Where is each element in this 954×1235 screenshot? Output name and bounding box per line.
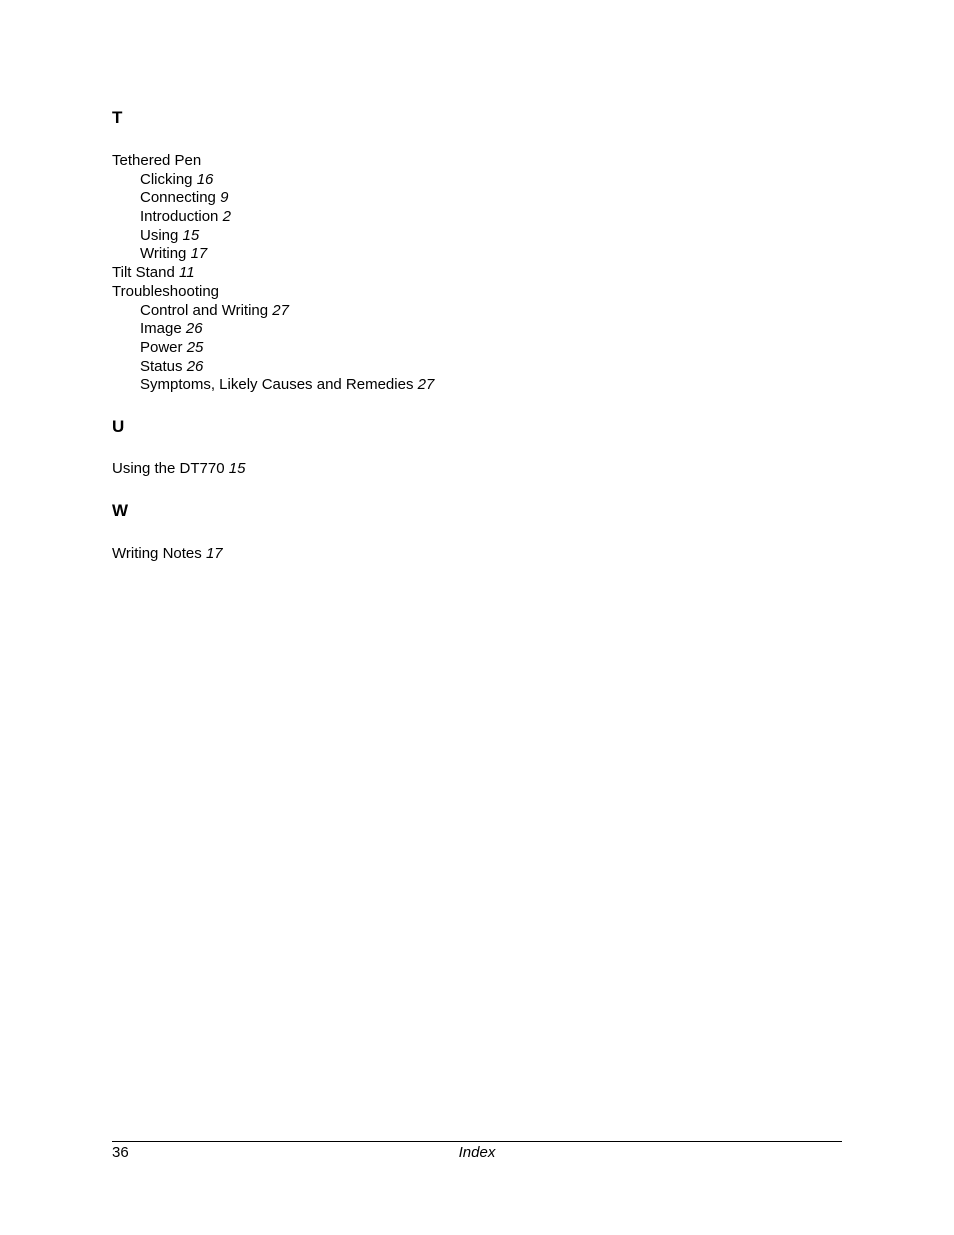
index-subentry	[112, 245, 434, 264]
entry-page: 26	[185, 320, 203, 338]
entry-term: Using the DT770	[112, 460, 225, 477]
entry-page: 17	[205, 545, 223, 562]
section-letter-u: U	[112, 417, 125, 436]
section-letter-t: T	[112, 108, 123, 127]
index-entry	[112, 460, 245, 479]
entry-term: Tilt Stand	[112, 264, 175, 282]
entry-page: 2	[222, 208, 231, 226]
entry-page: 26	[186, 357, 204, 375]
index-entry	[112, 283, 434, 302]
index-subentry	[112, 189, 434, 208]
index-section-w	[112, 545, 223, 564]
entry-page: 25	[186, 338, 204, 356]
entry-page: 11	[178, 264, 195, 282]
entry-term: Image	[140, 320, 182, 338]
index-subentry	[112, 208, 434, 227]
index-entry	[112, 152, 434, 171]
entry-page: 9	[220, 189, 229, 207]
index-section-t	[112, 152, 434, 395]
entry-page: 15	[228, 460, 246, 477]
index-subentry	[112, 171, 434, 190]
index-entry	[112, 545, 223, 564]
entry-page: 27	[417, 376, 435, 394]
section-letter-w: W	[112, 501, 129, 520]
footer-divider	[112, 1141, 842, 1142]
index-subentry	[112, 302, 434, 321]
entry-term: Status	[140, 357, 183, 375]
entry-term: Troubleshooting	[112, 282, 220, 300]
index-subentry	[112, 320, 434, 339]
entry-term: Symptoms, Likely Causes and Remedies	[140, 376, 414, 394]
entry-term: Using	[140, 226, 179, 244]
index-entry	[112, 264, 434, 283]
entry-page: 16	[196, 170, 214, 188]
entry-term: Writing Notes	[112, 545, 202, 562]
entry-term: Tethered Pen	[112, 152, 202, 169]
index-section-u	[112, 460, 245, 479]
footer-title: Index	[458, 1144, 496, 1161]
entry-term: Connecting	[140, 189, 216, 207]
index-subentry	[112, 376, 434, 395]
entry-term: Power	[140, 338, 183, 356]
entry-term: Introduction	[140, 208, 219, 226]
entry-page: 17	[190, 245, 208, 263]
entry-term: Writing	[140, 245, 187, 263]
entry-term: Clicking	[140, 170, 193, 188]
entry-page: 15	[182, 226, 200, 244]
index-subentry	[112, 358, 434, 377]
index-subentry	[112, 227, 434, 246]
footer-page-number: 36	[112, 1144, 129, 1161]
entry-term: Control and Writing	[140, 301, 269, 319]
index-subentry	[112, 339, 434, 358]
entry-page: 27	[272, 301, 289, 319]
